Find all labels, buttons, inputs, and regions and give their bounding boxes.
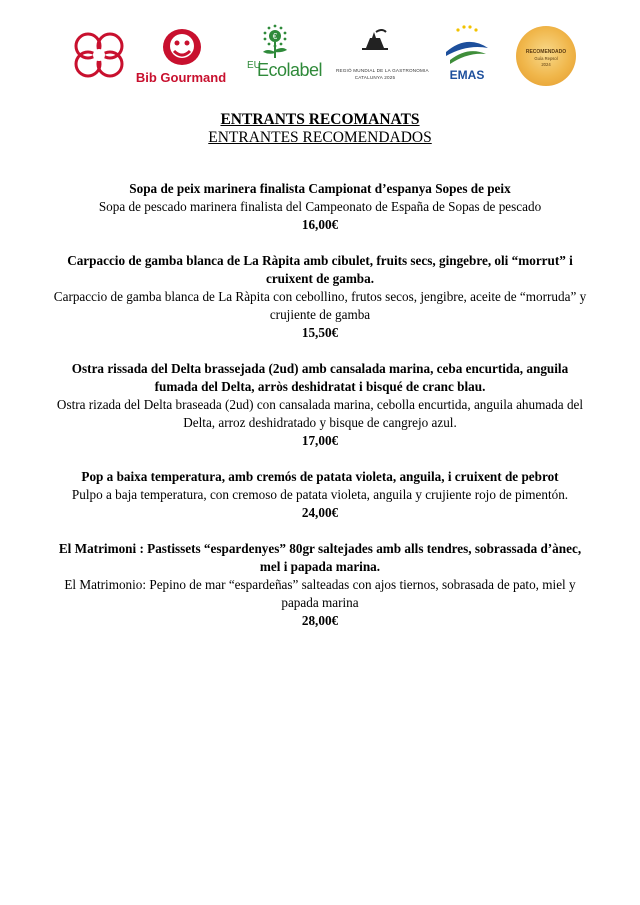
bib-gourmand-logo [130, 22, 232, 92]
menu-content [50, 111, 590, 648]
gastronomy-region-logo [336, 22, 429, 92]
eu-flower-icon [247, 22, 307, 62]
menu-item [50, 360, 590, 450]
item-name-spanish: El Matrimonio: Pepino de mar “espardeñas” salteadas con ajos tiernos, sobrasada de pato, miel y papada marina [64, 577, 576, 610]
bib-gourmand-text: Bib Gourmand [135, 70, 227, 85]
michelin-clover-icon [68, 28, 130, 84]
menu-item [50, 252, 590, 342]
emas-text: EMAS [449, 68, 485, 82]
title-spanish: ENTRANTES RECOMENDADOS [208, 129, 432, 146]
item-name-catalan: Pop a baixa temperatura, amb cremós de patata violeta, anguila, i cruixent de pebrot [81, 469, 559, 484]
bibendum-icon [160, 26, 204, 68]
menu-item [50, 468, 590, 522]
item-price: 24,00€ [301, 505, 339, 520]
ecolabel-name-text: Ecolabel [257, 60, 323, 80]
item-name-spanish: Pulpo a baja temperatura, con cremoso de patata violeta, anguila y crujiente rojo de pimentón. [71, 487, 569, 502]
item-name-spanish: Sopa de pescado marinera finalista del Campeonato de España de Sopas de pescado [98, 199, 542, 214]
region-line-1: REGIÓ MUNDIAL DE LA GASTRONOMIA [336, 68, 429, 73]
repsol-recommended-badge [516, 22, 580, 92]
item-name-catalan: El Matrimoni : Pastissets “espardenyes” 80gr saltejades amb alls tendres, sobrassada d’ànec, mel i papada marina. [58, 541, 582, 574]
item-price: 28,00€ [301, 613, 339, 628]
eu-ecolabel-logo [247, 22, 323, 92]
item-price: 17,00€ [301, 433, 339, 448]
item-name-catalan: Sopa de peix marinera finalista Campionat d’espanya Sopes de peix [129, 181, 511, 196]
item-price: 16,00€ [301, 217, 339, 232]
rec-line-2: Guía Repsol [534, 56, 558, 61]
emas-icon [440, 22, 494, 68]
menu-item [50, 540, 590, 630]
item-name-spanish: Carpaccio de gamba blanca de La Ràpita con cebollino, frutos secos, jengibre, aceite de “morruda” y crujiente de gamba [53, 289, 587, 322]
region-line-2: CATALUNYA 2025 [354, 75, 396, 80]
emas-logo [440, 22, 494, 92]
menu-item [50, 180, 590, 234]
ecolabel-eu-text: EU [247, 60, 261, 71]
svg-text:€: € [272, 32, 278, 41]
item-name-spanish: Ostra rizada del Delta braseada (2ud) con cansalada marina, cebolla encurtida, anguila ahumada del Delta, arroz deshidratado y bisque de cangrejo azul. [56, 397, 584, 430]
item-name-catalan: Ostra rissada del Delta brassejada (2ud) amb cansalada marina, ceba encurtida, anguila fumada del Delta, arròs deshidratat i bisqué de cranc blau. [71, 361, 569, 394]
title-catalan: ENTRANTS RECOMANATS [220, 111, 420, 128]
rec-line-1: RECOMENDADO [525, 49, 567, 55]
item-name-catalan: Carpaccio de gamba blanca de La Ràpita amb cibulet, fruits secs, gingebre, oli “morrut” i cruixent de gamba. [67, 253, 573, 286]
menu-items [50, 180, 590, 630]
logo-bar [0, 22, 640, 92]
gastronomy-region-icon [336, 22, 414, 62]
item-price: 15,50€ [301, 325, 339, 340]
rec-line-3: 2024 [541, 62, 551, 67]
